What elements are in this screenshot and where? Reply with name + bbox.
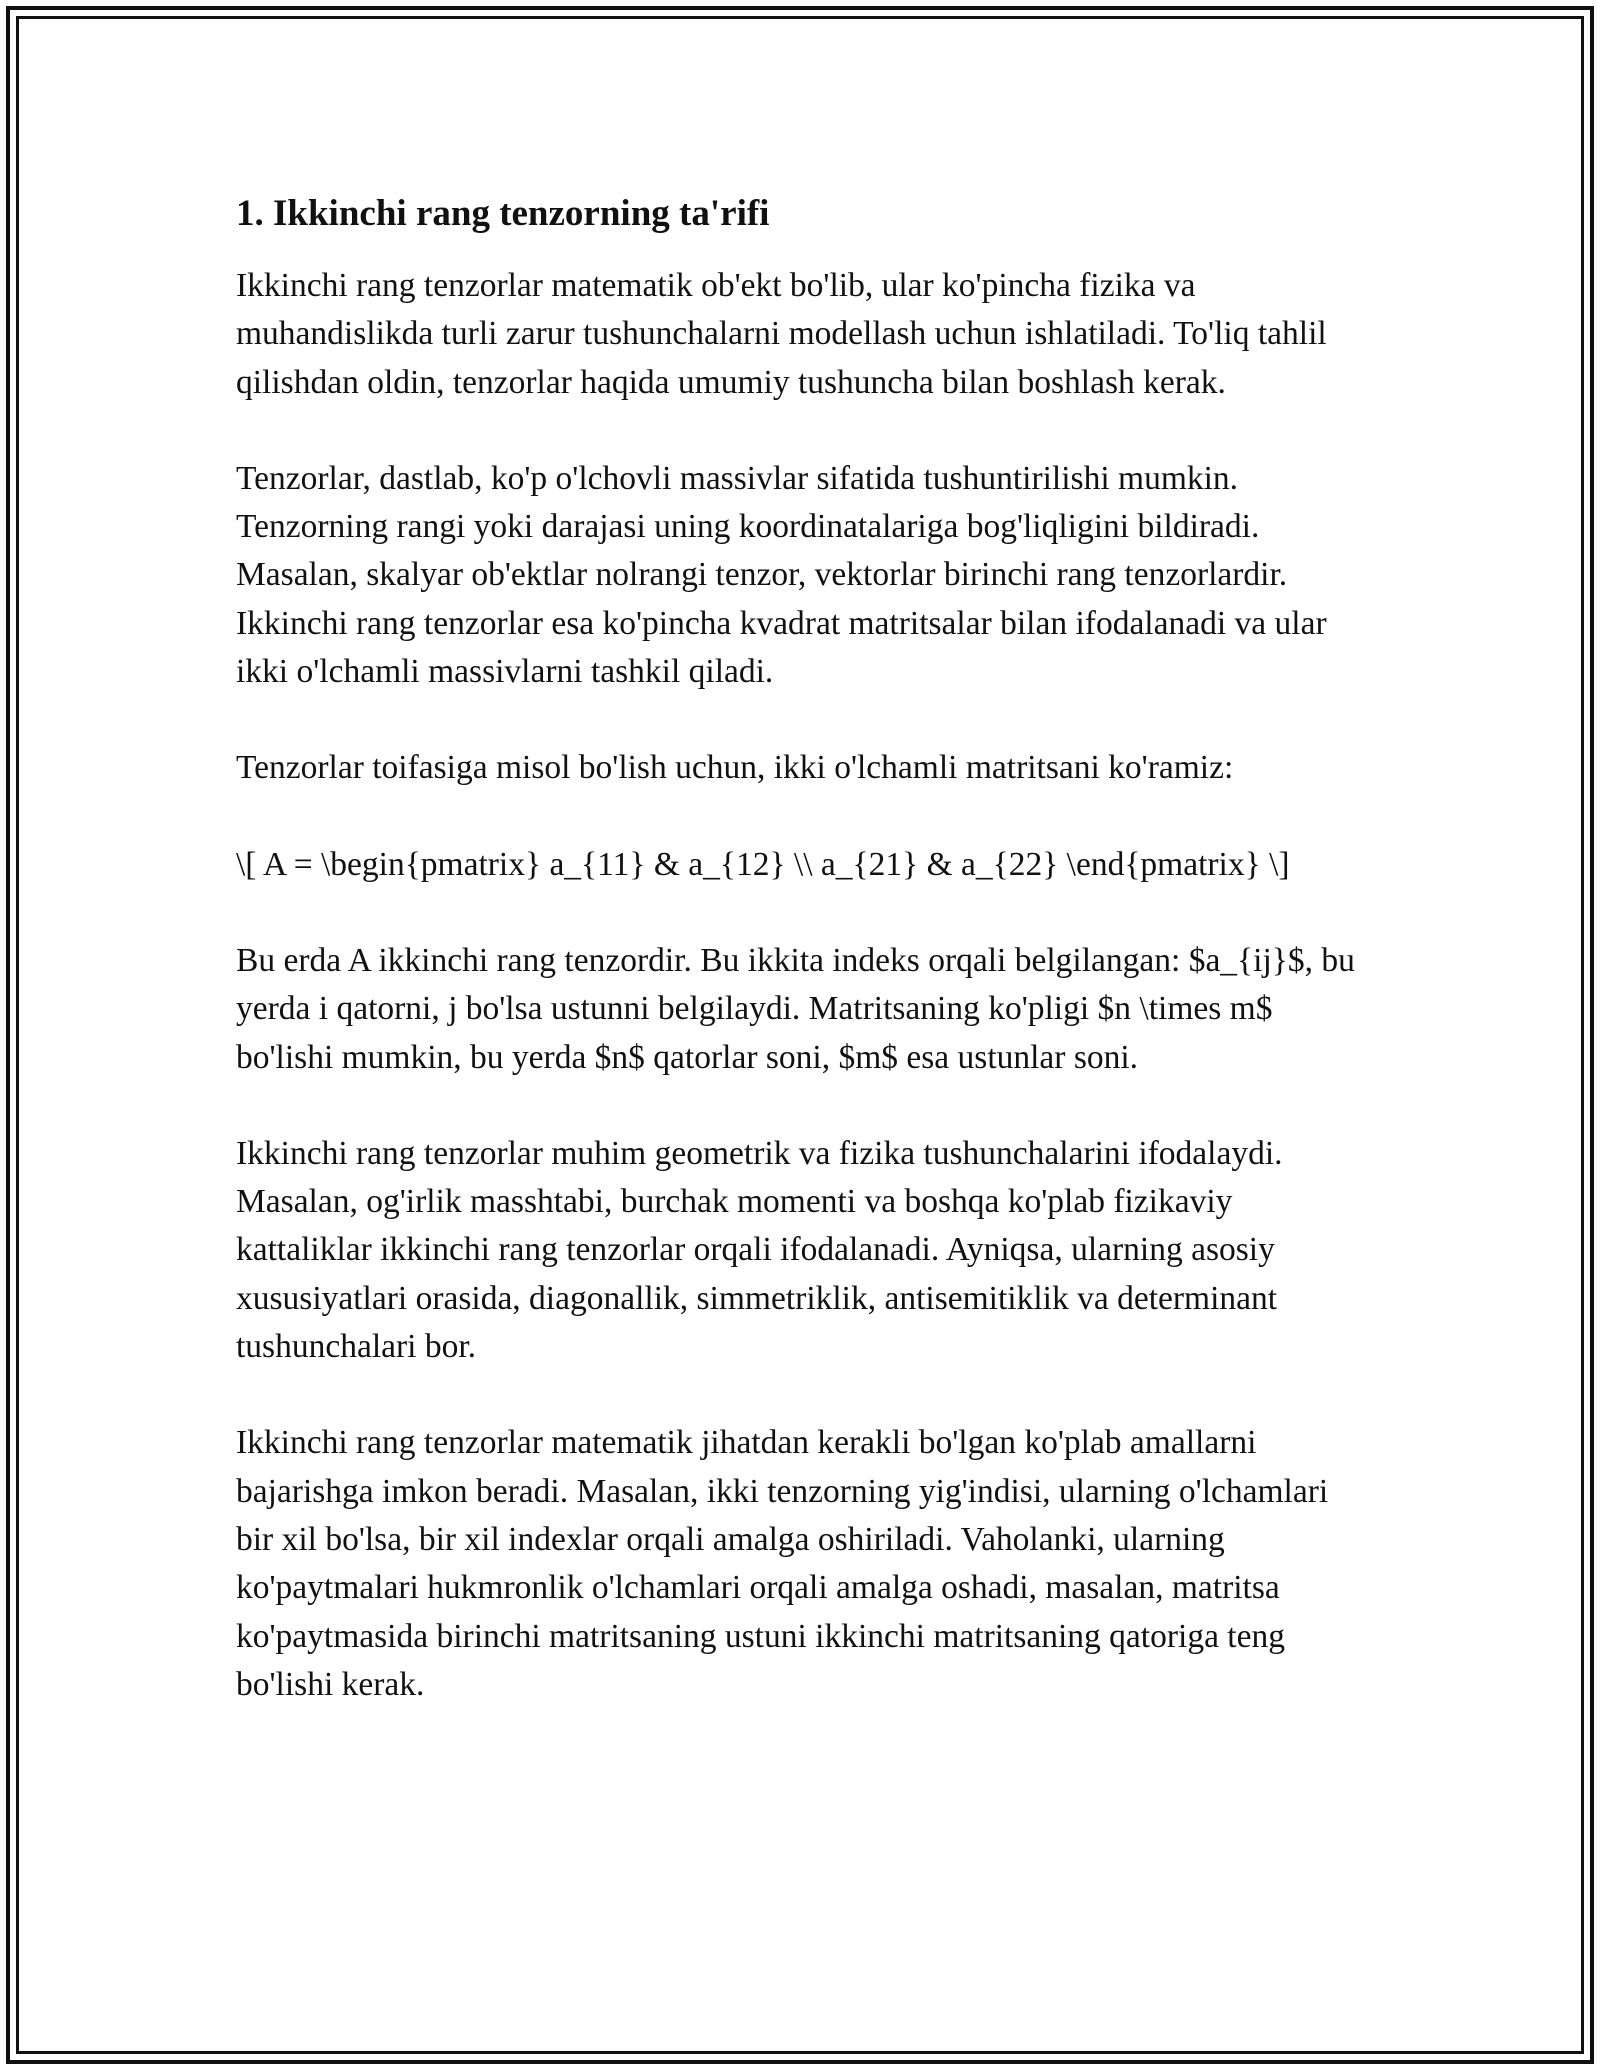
document-body (236, 186, 1366, 1757)
paragraph-operations: Ikkinchi rang tenzorlar matematik jihatdan kerakli bo'lgan ko'plab amallarni bajarishga imkon beradi. Masalan, ikki tenzorning yig'indisi, ularning o'lchamlari bir xil bo'lsa, bir xil indexlar orqali amalga oshiriladi. Vaholanki, ularning ko'paytmalari hukmronlik o'lchamlari orqali amalga oshadi, masalan, matritsa ko'paytmasida birinchi matritsaning ustuni ikkinchi matritsaning qatoriga teng bo'lishi kerak. (236, 1424, 1329, 1703)
paragraph-tensor-rank: Tenzorlar, dastlab, ko'p o'lchovli massivlar sifatida tushuntirilishi mumkin. Tenzorning rangi yoki darajasi uning koordinatalariga bog'liqligini bildiradi. Masalan, skalyar ob'ektlar nolrangi tenzor, vektorlar birinchi rang tenzorlardir. Ikkinchi rang tenzorlar esa ko'pincha kvadrat matritsalar bilan ifodalanadi va ular ikki o'lchamli massivlarni tashkil qiladi. (236, 459, 1327, 691)
paragraph-intro: Ikkinchi rang tenzorlar matematik ob'ekt bo'lib, ular ko'pincha fizika va muhandislikda turli zarur tushunchalarni modellash uchun ishlatiladi. To'liq tahlil qilishdan oldin, tenzorlar haqida umumiy tushuncha bilan boshlash kerak. (236, 267, 1327, 401)
paragraph-physical-meaning: Ikkinchi rang tenzorlar muhim geometrik va fizika tushunchalarini ifodalaydi. Masalan, og'irlik masshtabi, burchak momenti va boshqa ko'plab fizikaviy kattaliklar ikkinchi rang tenzorlar orqali ifodalanadi. Ayniqsa, ularning asosiy xususiyatlari orasida, diagonallik, simmetriklik, antisemitiklik va determinant tushunchalari bor. (236, 1134, 1283, 1366)
paragraph-matrix-formula: \[ A = \begin{pmatrix} a_{11} & a_{12} \\ a_{21} & a_{22} \end{pmatrix} \] (236, 845, 1290, 883)
section-heading: 1. Ikkinchi rang tenzorning ta'rifi (236, 193, 770, 234)
paragraph-indices: Bu erda A ikkinchi rang tenzordir. Bu ikkita indeks orqali belgilangan: $a_{ij}$, bu yerda i qatorni, j bo'lsa ustunni belgilaydi. Matritsaning ko'pligi $n \times m$ bo'lishi mumkin, bu yerda $n$ qatorlar soni, $m$ esa ustunlar soni. (236, 941, 1355, 1076)
paragraph-example-intro: Tenzorlar toifasiga misol bo'lish uchun, ikki o'lchamli matritsani ko'ramiz: (236, 749, 1234, 787)
